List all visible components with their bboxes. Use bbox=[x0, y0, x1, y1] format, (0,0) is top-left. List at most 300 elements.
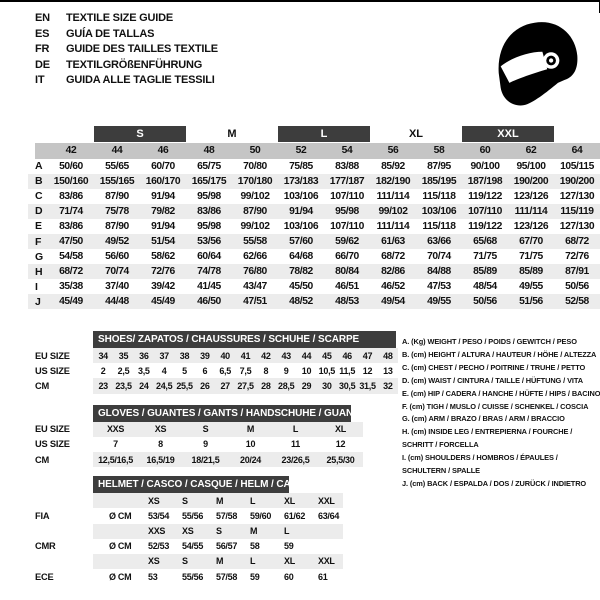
value-cell: 60 bbox=[284, 571, 294, 582]
value-cell: 9 bbox=[283, 365, 289, 376]
value-cell: 16,5/19 bbox=[146, 454, 175, 465]
helmet-value-row bbox=[0, 539, 400, 554]
value-cell: 10 bbox=[245, 439, 256, 450]
helmet-values bbox=[93, 539, 343, 554]
legend-item: G. (cm) ARM / BRAZO / BRAS / ARM / BRACCIO bbox=[402, 414, 565, 424]
size-cell: 48/52 bbox=[289, 296, 313, 308]
helmet-size-label: XXL bbox=[318, 495, 335, 506]
value-cell: 9 bbox=[203, 439, 208, 450]
helmet-size-label: XXS bbox=[148, 526, 166, 537]
size-cell: 91/94 bbox=[151, 190, 175, 202]
helmet-values bbox=[93, 569, 343, 584]
value-cell: 48 bbox=[383, 350, 393, 361]
size-cell: 76/80 bbox=[243, 266, 267, 278]
size-cell: 75/78 bbox=[105, 205, 129, 217]
size-cell: 47/50 bbox=[59, 236, 83, 248]
value-cell: 20/24 bbox=[239, 454, 262, 465]
value-cell: 7,5 bbox=[239, 365, 252, 376]
size-cell: 150/160 bbox=[53, 175, 89, 187]
helmet-size-label: L bbox=[250, 556, 256, 567]
size-cell: 95/100 bbox=[516, 160, 546, 172]
size-cell: 41/45 bbox=[197, 281, 221, 293]
value-cell: 3,5 bbox=[138, 365, 150, 376]
value-cell: 27,5 bbox=[237, 380, 254, 391]
value-cell: 25,5/30 bbox=[326, 454, 355, 465]
size-cell: 74/78 bbox=[197, 266, 221, 278]
language-line bbox=[35, 73, 218, 89]
value-cell: 40 bbox=[220, 350, 230, 361]
size-band-xl: XL bbox=[408, 128, 424, 140]
row-label-e: E bbox=[35, 220, 43, 233]
size-cell: 95/98 bbox=[197, 220, 221, 232]
size-cell: 37/40 bbox=[105, 281, 129, 293]
value-cell: 37 bbox=[159, 350, 169, 361]
size-cell: 56/60 bbox=[105, 251, 129, 263]
size-cell: 95/98 bbox=[197, 190, 221, 202]
value-cell: 24 bbox=[139, 380, 149, 391]
size-cell: 170/180 bbox=[237, 175, 273, 187]
size-cell: 49/55 bbox=[519, 281, 543, 293]
textile-size-table bbox=[0, 126, 600, 309]
helmet-size-label: L bbox=[284, 526, 290, 537]
value-cell: 56/57 bbox=[216, 541, 238, 552]
size-cell: 51/56 bbox=[519, 296, 543, 308]
legend-item: E. (cm) HIP / CADERA / HANCHE / HÜFTE / HIPS / BACINO bbox=[402, 388, 600, 398]
value-cell: 23,5 bbox=[115, 380, 132, 391]
value-cell: 6,5 bbox=[219, 365, 231, 376]
row-values bbox=[93, 422, 363, 437]
size-band-m: M bbox=[227, 128, 237, 140]
size-column-header: 58 bbox=[433, 145, 445, 157]
standard-label-ece: ECE bbox=[35, 571, 54, 582]
language-line bbox=[35, 27, 218, 43]
diameter-label: Ø CM bbox=[109, 571, 132, 582]
value-cell: 11,5 bbox=[339, 365, 356, 376]
diameter-label: Ø CM bbox=[109, 541, 132, 552]
helmet-table-title: HELMET / CASCO / CASQUE / HELM / CASCO bbox=[93, 476, 289, 493]
size-cell: 68/72 bbox=[59, 266, 83, 278]
size-cell: 45/49 bbox=[59, 296, 83, 308]
row-values bbox=[93, 363, 398, 378]
size-column-header: 52 bbox=[295, 145, 307, 157]
shoes-table bbox=[0, 331, 400, 394]
helmet-size-row bbox=[0, 524, 400, 539]
language-text: GUIDA ALLE TAGLIE TESSILI bbox=[66, 74, 215, 87]
size-table-row bbox=[28, 219, 600, 234]
gloves-table-row bbox=[0, 437, 400, 452]
value-cell: 32 bbox=[383, 380, 393, 391]
legend-item: A. (Kg) WEIGHT / PESO / POIDS / GEWITCH / PESO bbox=[402, 337, 577, 346]
helmet-size-label: M bbox=[216, 495, 224, 506]
size-table-row bbox=[28, 294, 600, 309]
value-cell: 24,5 bbox=[156, 380, 173, 391]
value-cell: 13 bbox=[383, 365, 393, 376]
language-text: TEXTILE SIZE GUIDE bbox=[66, 12, 174, 24]
size-cell: 52/58 bbox=[565, 296, 589, 308]
value-cell: 29 bbox=[301, 380, 312, 391]
size-cell: 68/72 bbox=[381, 251, 405, 263]
helmet-size-label: M bbox=[250, 526, 258, 537]
value-cell: 54/55 bbox=[182, 541, 204, 552]
row-label-d: D bbox=[35, 205, 43, 218]
size-cell: 187/198 bbox=[467, 175, 503, 187]
language-line bbox=[35, 42, 218, 58]
size-cell: 57/60 bbox=[289, 236, 313, 248]
size-cell: 46/51 bbox=[335, 281, 359, 293]
size-table-row bbox=[28, 264, 600, 279]
size-cell: 91/94 bbox=[289, 205, 313, 217]
size-cell: 46/50 bbox=[197, 296, 221, 308]
size-cell: 87/90 bbox=[243, 205, 267, 217]
language-line bbox=[35, 58, 218, 74]
size-cell: 61/63 bbox=[381, 236, 405, 248]
size-cell: 85/89 bbox=[473, 266, 497, 278]
size-cell: 65/68 bbox=[473, 236, 497, 248]
size-table-row bbox=[28, 159, 600, 174]
size-column-header: 60 bbox=[479, 145, 491, 157]
size-cell: 90/100 bbox=[470, 160, 500, 172]
size-cell: 45/49 bbox=[151, 296, 175, 308]
size-cell: 99/102 bbox=[240, 220, 270, 232]
size-cell: 82/86 bbox=[381, 266, 405, 278]
value-cell: 10,5 bbox=[318, 365, 335, 376]
value-cell: 2 bbox=[100, 365, 106, 376]
size-cell: 64/68 bbox=[289, 251, 313, 263]
size-cell: 67/70 bbox=[519, 236, 543, 248]
shoes-table-row bbox=[0, 348, 400, 363]
helmet-values bbox=[93, 508, 343, 523]
value-cell: XXS bbox=[106, 424, 125, 435]
legend-item: J. (cm) BACK / ESPALDA / DOS / ZURÜCK / INDIETRO bbox=[402, 478, 587, 488]
size-cell: 119/122 bbox=[468, 220, 502, 232]
size-cell: 54/58 bbox=[59, 251, 83, 263]
language-code: IT bbox=[35, 74, 45, 87]
helmet-size-label: S bbox=[216, 526, 222, 537]
value-cell: 53/54 bbox=[148, 510, 170, 521]
size-number-row bbox=[35, 143, 600, 159]
value-cell: 59 bbox=[284, 541, 294, 552]
size-cell: 71/75 bbox=[519, 251, 543, 263]
size-table-body bbox=[0, 159, 600, 310]
size-cell: 103/106 bbox=[421, 205, 457, 217]
legend-item: I. (cm) SHOULDERS / HOMBROS / ÉPAULES / SCHULTERN / SPALLE bbox=[402, 453, 558, 476]
size-cell: 59/62 bbox=[335, 236, 359, 248]
value-cell: 12 bbox=[362, 365, 373, 376]
size-cell: 107/110 bbox=[468, 205, 502, 217]
helmet-size-label: XS bbox=[148, 556, 160, 567]
size-cell: 48/53 bbox=[335, 296, 359, 308]
helmet-size-label: XXL bbox=[318, 556, 335, 567]
value-cell: 4 bbox=[161, 365, 167, 376]
helmet-size-row bbox=[0, 493, 400, 508]
size-cell: 53/56 bbox=[197, 236, 221, 248]
size-table-row bbox=[28, 279, 600, 294]
row-label-j: J bbox=[35, 295, 41, 308]
language-line bbox=[35, 11, 218, 27]
row-label-h: H bbox=[35, 265, 43, 278]
size-cell: 87/95 bbox=[427, 160, 451, 172]
size-cell: 182/190 bbox=[375, 175, 411, 187]
language-code: DE bbox=[35, 58, 50, 71]
size-cell: 60/64 bbox=[197, 251, 221, 263]
language-text: GUIDE DES TAILLES TEXTILE bbox=[66, 43, 218, 56]
size-cell: 155/165 bbox=[99, 175, 135, 187]
size-cell: 87/90 bbox=[105, 220, 129, 232]
size-column-header: 50 bbox=[249, 145, 261, 157]
value-cell: 6 bbox=[202, 365, 208, 376]
size-cell: 50/60 bbox=[59, 160, 83, 172]
size-band-row bbox=[28, 126, 600, 142]
row-label-a: A bbox=[35, 160, 43, 173]
value-cell: 42 bbox=[261, 350, 271, 361]
size-cell: 72/76 bbox=[151, 266, 175, 278]
row-label-i: I bbox=[35, 280, 38, 293]
size-cell: 127/130 bbox=[559, 220, 595, 232]
size-cell: 91/94 bbox=[151, 220, 175, 232]
size-cell: 115/119 bbox=[560, 205, 594, 217]
row-label-us-size: US SIZE bbox=[35, 439, 70, 450]
size-table-row bbox=[28, 249, 600, 264]
value-cell: 63/64 bbox=[318, 510, 340, 521]
legend-item: B. (cm) HEIGHT / ALTURA / HAUTEUR / HÖHE / ALTEZZA bbox=[402, 349, 597, 359]
value-cell: 2,5 bbox=[117, 365, 130, 376]
size-cell: 115/118 bbox=[422, 190, 456, 202]
value-cell: 53 bbox=[148, 571, 158, 582]
row-values bbox=[93, 452, 363, 467]
size-cell: 111/114 bbox=[376, 220, 410, 232]
size-cell: 50/56 bbox=[473, 296, 497, 308]
size-cell: 55/58 bbox=[243, 236, 267, 248]
value-cell: 28,5 bbox=[278, 380, 295, 391]
size-column-header: 62 bbox=[525, 145, 537, 157]
language-code: ES bbox=[35, 27, 50, 40]
measurement-legend bbox=[402, 336, 600, 491]
helmet-size-values bbox=[93, 524, 343, 539]
value-cell: 58 bbox=[250, 541, 260, 552]
size-cell: 50/56 bbox=[565, 281, 589, 293]
shoes-table-title: SHOES/ ZAPATOS / CHAUSSURES / SCHUHE / SCARPE bbox=[93, 331, 396, 348]
value-cell: 45 bbox=[322, 350, 332, 361]
language-code: FR bbox=[35, 43, 50, 56]
helmet-size-label: L bbox=[250, 495, 256, 506]
value-cell: 11 bbox=[291, 439, 300, 450]
row-label-cm: CM bbox=[35, 454, 50, 465]
value-cell: 47 bbox=[362, 350, 373, 361]
helmet-table-body bbox=[0, 493, 400, 584]
diameter-label: Ø CM bbox=[109, 510, 132, 521]
size-cell: 45/50 bbox=[289, 281, 313, 293]
value-cell: 18/21,5 bbox=[191, 454, 220, 465]
size-cell: 111/114 bbox=[514, 205, 548, 217]
size-cell: 173/183 bbox=[283, 175, 319, 187]
value-cell: 10 bbox=[301, 365, 312, 376]
size-cell: 99/102 bbox=[240, 190, 270, 202]
size-cell: 190/200 bbox=[513, 175, 549, 187]
value-cell: 38 bbox=[179, 350, 190, 361]
size-cell: 107/110 bbox=[330, 220, 364, 232]
size-cell: 85/92 bbox=[381, 160, 405, 172]
row-label-eu-size: EU SIZE bbox=[35, 424, 70, 435]
value-cell: 25,5 bbox=[176, 380, 193, 391]
row-label-cm: CM bbox=[35, 380, 50, 391]
size-cell: 51/54 bbox=[151, 236, 175, 248]
size-cell: 99/102 bbox=[378, 205, 408, 217]
size-cell: 70/74 bbox=[427, 251, 451, 263]
size-cell: 39/42 bbox=[151, 281, 175, 293]
value-cell: M bbox=[246, 424, 255, 435]
size-column-header: 56 bbox=[387, 145, 399, 157]
legend-item: F. (cm) TIGH / MUSLO / CUISSE / SCHENKEL / COSCIA bbox=[402, 401, 589, 411]
value-cell: 28 bbox=[261, 380, 271, 391]
language-list bbox=[35, 11, 218, 89]
size-cell: 60/70 bbox=[151, 160, 175, 172]
size-cell: 83/86 bbox=[59, 190, 83, 202]
size-cell: 123/126 bbox=[513, 190, 549, 202]
size-cell: 87/91 bbox=[565, 266, 589, 278]
size-cell: 83/86 bbox=[197, 205, 221, 217]
helmet-size-row bbox=[0, 554, 400, 569]
value-cell: 34 bbox=[98, 350, 108, 361]
size-cell: 62/66 bbox=[243, 251, 267, 263]
size-cell: 46/52 bbox=[381, 281, 405, 293]
size-cell: 185/195 bbox=[421, 175, 457, 187]
value-cell: 27 bbox=[220, 380, 230, 391]
row-values bbox=[93, 378, 398, 393]
size-cell: 87/90 bbox=[105, 190, 129, 202]
size-cell: 48/54 bbox=[473, 281, 497, 293]
helmet-size-label: XS bbox=[182, 526, 194, 537]
size-cell: 83/88 bbox=[335, 160, 359, 172]
row-values bbox=[93, 437, 363, 452]
size-cell: 66/70 bbox=[335, 251, 359, 263]
value-cell: 39 bbox=[200, 350, 210, 361]
value-cell: 23/26,5 bbox=[281, 454, 310, 465]
row-label-eu-size: EU SIZE bbox=[35, 350, 70, 361]
helmet-size-label: S bbox=[182, 556, 188, 567]
value-cell: 43 bbox=[281, 350, 291, 361]
helmet-size-values bbox=[93, 493, 343, 508]
size-column-header: 48 bbox=[203, 145, 215, 157]
helmet-size-label: M bbox=[216, 556, 224, 567]
value-cell: 31,5 bbox=[359, 380, 376, 391]
size-cell: 190/200 bbox=[559, 175, 595, 187]
value-cell: 30 bbox=[322, 380, 332, 391]
size-column-header: 64 bbox=[571, 145, 583, 157]
helmet-size-label: XL bbox=[284, 495, 295, 506]
row-label-b: B bbox=[35, 175, 43, 188]
helmet-size-row-spacer bbox=[0, 524, 93, 539]
size-table-row bbox=[28, 174, 600, 189]
value-cell: 52/53 bbox=[148, 541, 170, 552]
legend-item: C. (cm) CHEST / PECHO / POITRINE / TRUHE / PETTO bbox=[402, 362, 586, 372]
size-cell: 70/80 bbox=[243, 160, 267, 172]
value-cell: 59 bbox=[250, 571, 260, 582]
size-cell: 71/74 bbox=[59, 205, 83, 217]
size-cell: 79/82 bbox=[151, 205, 175, 217]
value-cell: XS bbox=[154, 424, 167, 435]
lower-tables bbox=[0, 331, 400, 584]
row-label-f: F bbox=[35, 235, 42, 248]
helmet-value-row bbox=[0, 569, 400, 584]
value-cell: 23 bbox=[98, 380, 108, 391]
size-column-header: 46 bbox=[157, 145, 169, 157]
row-label-g: G bbox=[35, 250, 44, 263]
size-cell: 49/55 bbox=[427, 296, 451, 308]
value-cell: 57/58 bbox=[216, 510, 238, 521]
legend-item: D. (cm) WAIST / CINTURA / TAILLE / HÜFTUNG / VITA bbox=[402, 375, 583, 385]
value-cell: XL bbox=[335, 424, 346, 435]
size-cell: 165/175 bbox=[191, 175, 227, 187]
value-cell: S bbox=[202, 424, 209, 435]
size-cell: 71/75 bbox=[473, 251, 497, 263]
gloves-table bbox=[0, 405, 400, 468]
gloves-table-body bbox=[0, 422, 400, 468]
size-cell: 85/89 bbox=[519, 266, 543, 278]
size-column-header: 42 bbox=[65, 145, 77, 157]
helmet-value-row bbox=[0, 508, 400, 523]
size-cell: 105/115 bbox=[560, 160, 594, 172]
size-cell: 47/53 bbox=[427, 281, 451, 293]
gloves-table-row bbox=[0, 422, 400, 437]
value-cell: 30,5 bbox=[339, 380, 356, 391]
size-column-header: 44 bbox=[111, 145, 123, 157]
size-cell: 107/110 bbox=[330, 190, 364, 202]
standard-label-cmr: CMR bbox=[35, 541, 56, 552]
size-cell: 35/38 bbox=[59, 281, 83, 293]
helmet-size-row-spacer bbox=[0, 554, 93, 569]
size-cell: 127/130 bbox=[559, 190, 595, 202]
size-cell: 70/74 bbox=[105, 266, 129, 278]
size-cell: 68/72 bbox=[565, 236, 589, 248]
value-cell: 12,5/16,5 bbox=[98, 454, 133, 465]
size-cell: 160/170 bbox=[145, 175, 181, 187]
helmet-icon bbox=[490, 13, 587, 110]
size-cell: 43/47 bbox=[243, 281, 267, 293]
value-cell: 36 bbox=[139, 350, 149, 361]
standard-label-fia: FIA bbox=[35, 510, 50, 521]
value-cell: 59/60 bbox=[250, 510, 272, 521]
size-cell: 119/122 bbox=[468, 190, 502, 202]
helmet-size-label: XS bbox=[148, 495, 160, 506]
helmet-size-row-spacer bbox=[0, 493, 93, 508]
language-text: GUÍA DE TALLAS bbox=[66, 27, 155, 40]
size-cell: 65/75 bbox=[197, 160, 221, 172]
size-band-s: S bbox=[94, 126, 186, 142]
size-column-header: 54 bbox=[341, 145, 353, 157]
size-table-row bbox=[28, 204, 600, 219]
size-cell: 58/62 bbox=[151, 251, 175, 263]
size-cell: 75/85 bbox=[289, 160, 313, 172]
size-band-l: L bbox=[278, 126, 370, 142]
value-cell: 5 bbox=[182, 365, 187, 376]
value-cell: 8 bbox=[263, 365, 269, 376]
size-table-row bbox=[28, 189, 600, 204]
gloves-table-row bbox=[0, 452, 400, 467]
size-cell: 72/76 bbox=[565, 251, 589, 263]
value-cell: 55/56 bbox=[182, 510, 204, 521]
gloves-table-title: GLOVES / GUANTES / GANTS / HANDSCHUHE / GUANTI bbox=[93, 405, 351, 422]
size-cell: 115/118 bbox=[422, 220, 456, 232]
value-cell: 46 bbox=[342, 350, 352, 361]
language-text: TEXTILGRÖßENFÜHRUNG bbox=[66, 58, 203, 71]
value-cell: 41 bbox=[240, 350, 251, 361]
size-cell: 83/86 bbox=[59, 220, 83, 232]
row-label-us-size: US SIZE bbox=[35, 365, 70, 376]
value-cell: L bbox=[292, 424, 299, 435]
value-cell: 55/56 bbox=[182, 571, 204, 582]
size-cell: 95/98 bbox=[335, 205, 359, 217]
helmet-size-label: S bbox=[182, 495, 188, 506]
